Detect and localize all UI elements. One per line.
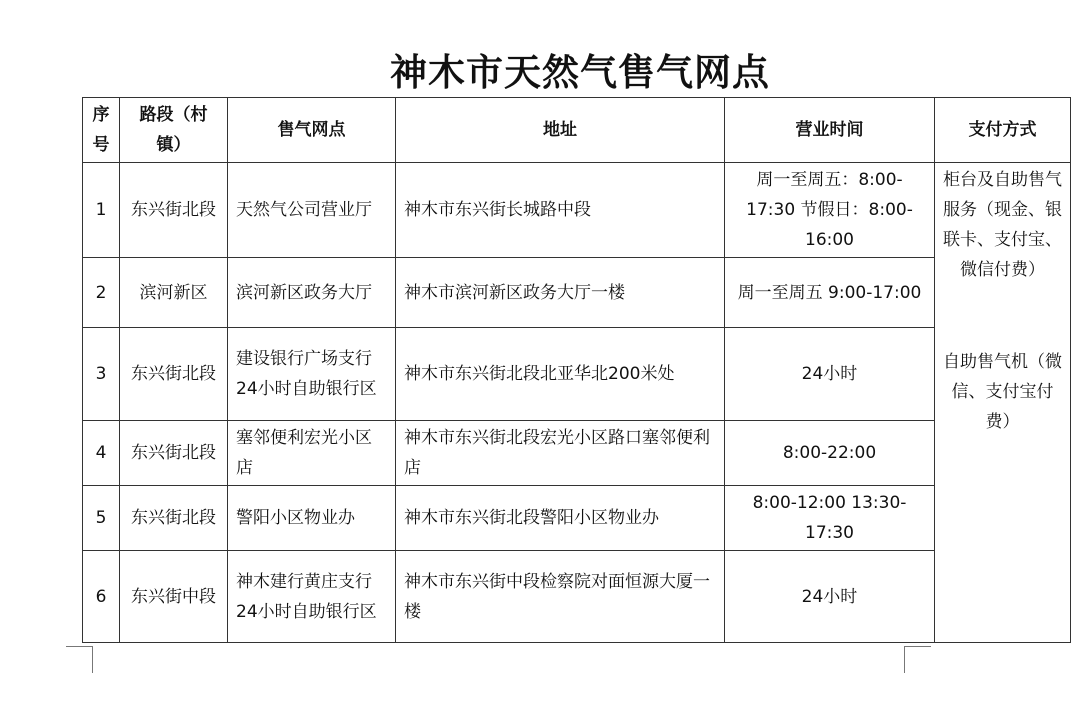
page-corner-mark-left [66, 646, 93, 673]
cell-address: 神木市东兴街北段北亚华北200米处 [396, 328, 725, 421]
cell-no: 5 [83, 486, 120, 551]
cell-hours: 周一至周五 9:00-17:00 [725, 258, 935, 328]
header-row [83, 98, 1071, 163]
cell-road: 东兴街北段 [120, 328, 228, 421]
table-row [83, 421, 1071, 486]
table-row [83, 328, 1071, 421]
table-row [83, 551, 1071, 643]
cell-hours: 8:00-12:00 13:30-17:30 [725, 486, 935, 551]
cell-outlet: 天然气公司营业厅 [228, 163, 396, 258]
header-hours: 营业时间 [725, 98, 935, 163]
page-corner-mark-right [904, 646, 931, 673]
payment-self-service: 自助售气机（微信、支付宝付费） [943, 352, 1062, 432]
cell-no: 2 [83, 258, 120, 328]
cell-outlet: 塞邻便利宏光小区店 [228, 421, 396, 486]
cell-address: 神木市东兴街北段警阳小区物业办 [396, 486, 725, 551]
cell-address: 神木市东兴街中段检察院对面恒源大厦一楼 [396, 551, 725, 643]
header-address: 地址 [396, 98, 725, 163]
header-no: 序号 [83, 98, 120, 163]
cell-address: 神木市东兴街长城路中段 [396, 163, 725, 258]
cell-road: 东兴街北段 [120, 486, 228, 551]
header-payment: 支付方式 [935, 98, 1071, 163]
cell-no: 1 [83, 163, 120, 258]
table-row [83, 163, 1071, 258]
table-row [83, 258, 1071, 328]
payment-counter: 柜台及自助售气服务（现金、银联卡、支付宝、微信付费） [943, 170, 1062, 280]
page-title: 神木市天然气售气网点 [390, 51, 770, 94]
header-outlet: 售气网点 [228, 98, 396, 163]
cell-address: 神木市东兴街北段宏光小区路口塞邻便利店 [396, 421, 725, 486]
payment-methods-cell [935, 163, 1071, 643]
cell-hours: 24小时 [725, 328, 935, 421]
cell-hours: 周一至周五：8:00-17:30 节假日：8:00-16:00 [725, 163, 935, 258]
cell-outlet: 建设银行广场支行24小时自助银行区 [228, 328, 396, 421]
cell-no: 4 [83, 421, 120, 486]
cell-hours: 8:00-22:00 [725, 421, 935, 486]
cell-no: 3 [83, 328, 120, 421]
cell-hours: 24小时 [725, 551, 935, 643]
cell-road: 东兴街中段 [120, 551, 228, 643]
cell-no: 6 [83, 551, 120, 643]
cell-road: 东兴街北段 [120, 421, 228, 486]
cell-address: 神木市滨河新区政务大厅一楼 [396, 258, 725, 328]
cell-road: 滨河新区 [120, 258, 228, 328]
cell-outlet: 神木建行黄庄支行24小时自助银行区 [228, 551, 396, 643]
cell-road: 东兴街北段 [120, 163, 228, 258]
cell-outlet: 警阳小区物业办 [228, 486, 396, 551]
outlet-table [82, 97, 1071, 643]
header-road: 路段（村镇） [120, 98, 228, 163]
cell-outlet: 滨河新区政务大厅 [228, 258, 396, 328]
table-row [83, 486, 1071, 551]
